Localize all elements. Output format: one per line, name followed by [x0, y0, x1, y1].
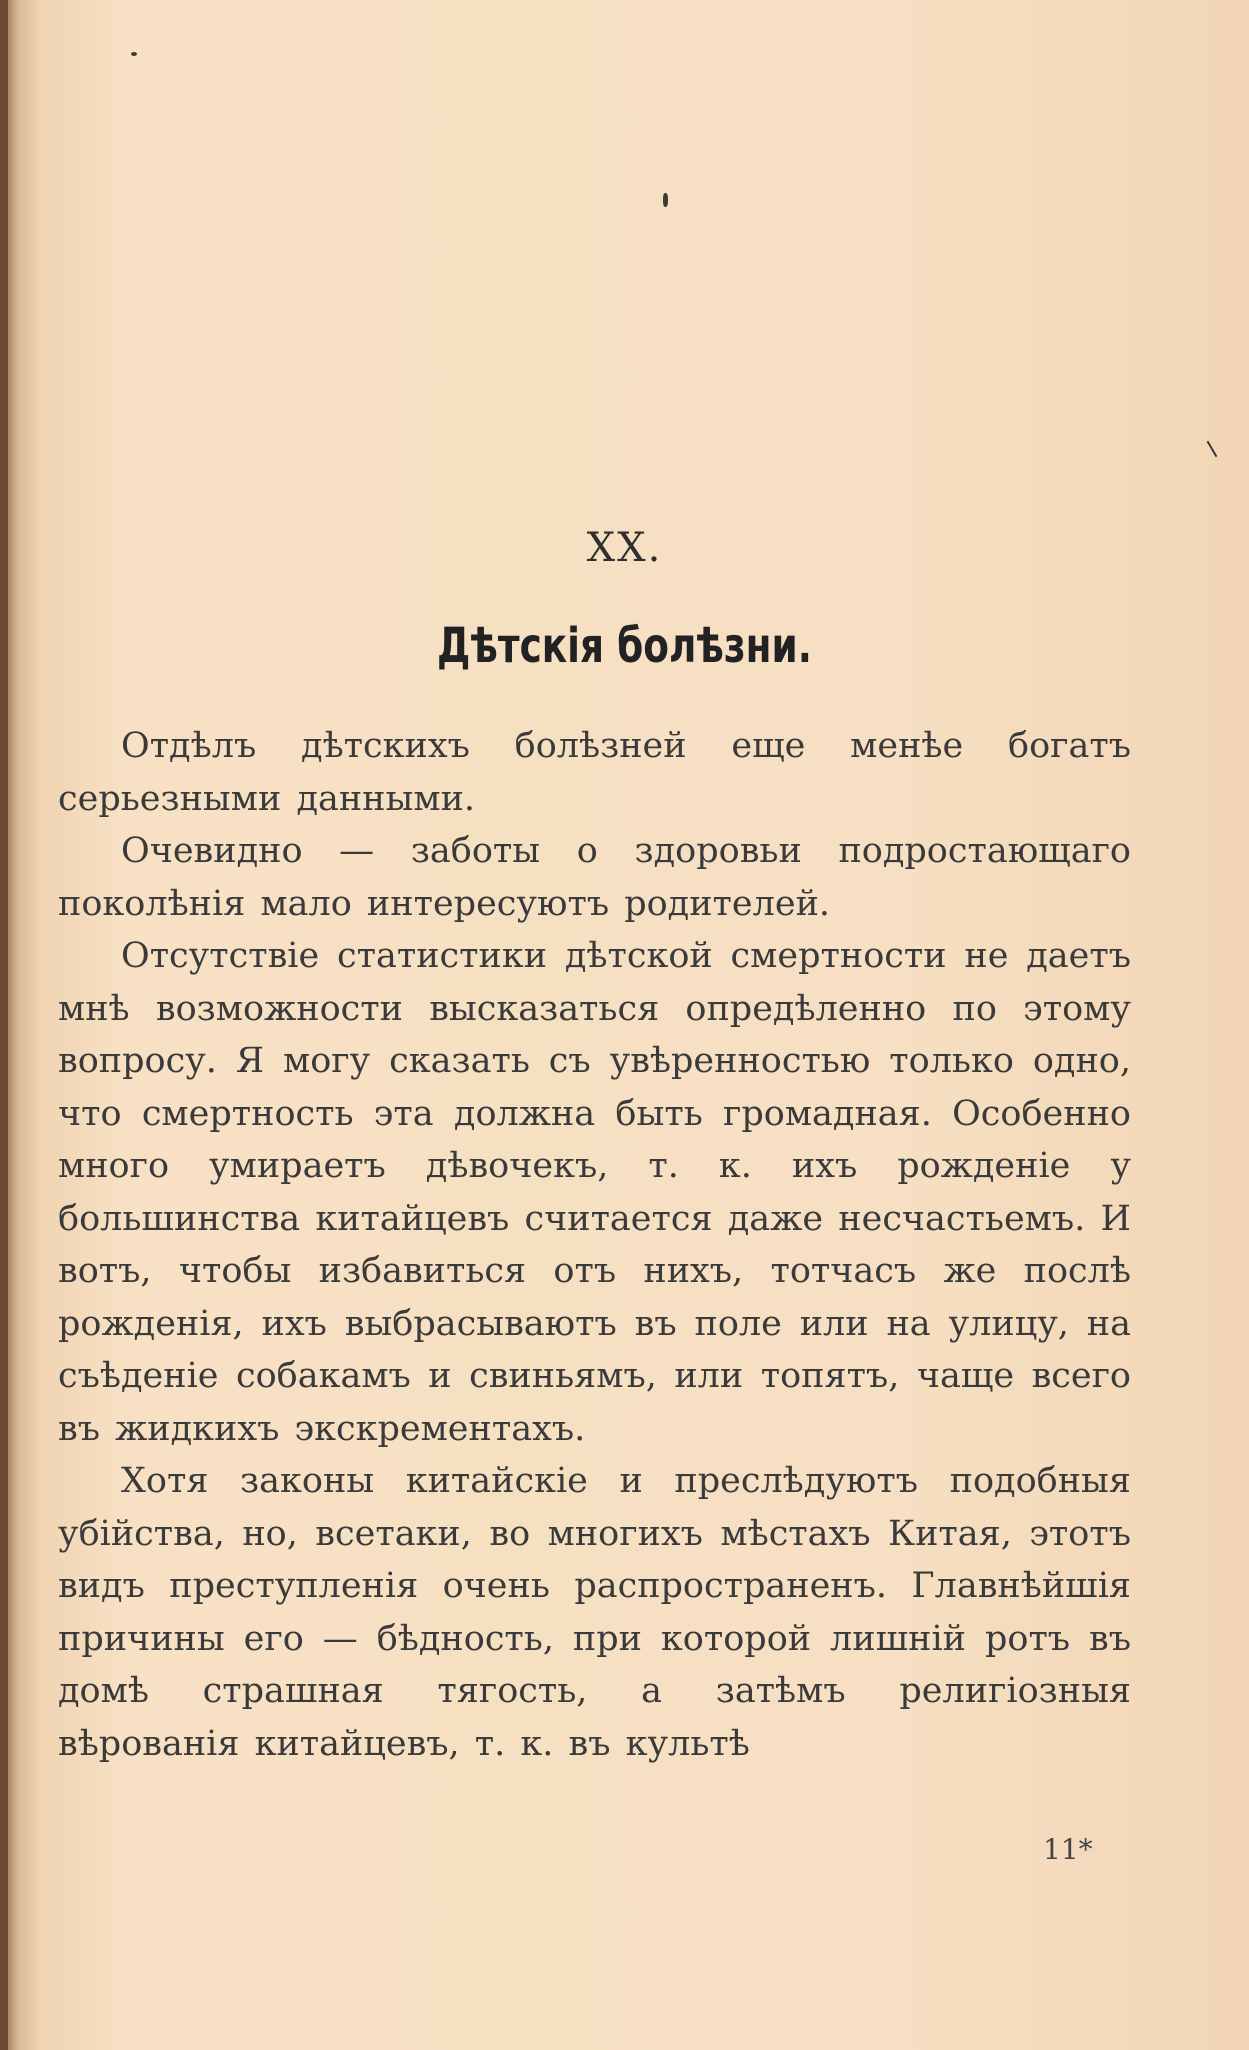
chapter-title: Дѣтскія болѣзни.: [436, 618, 813, 674]
body-text: [58, 720, 1131, 1770]
book-spine-shadow: [0, 0, 8, 2050]
paragraph: Отсутствіе статистики дѣтской смертности не даетъ мнѣ возможности высказаться опредѣленно по этому вопросу. Я могу сказать съ увѣренностью только одно, что смертность эта должна быть громадная. Особенно много умираетъ дѣвочекъ, т. к. ихъ рожденіе у большинства китайцевъ считается даже несчастьемъ. И вотъ, чтобы избавиться отъ нихъ, тотчасъ же послѣ рожденія, ихъ выбрасываютъ въ поле или на улицу, на съѣденіе собакамъ и свиньямъ, или топятъ, чаще всего въ жидкихъ экскрементахъ.: [58, 936, 1131, 1449]
paragraph: Отдѣлъ дѣтскихъ болѣзней еще менѣе богатъ серьезными данными.: [58, 726, 1131, 819]
paragraph: Хотя законы китайскіе и преслѣдуютъ подобныя убійства, но, всетаки, во многихъ мѣстахъ Китая, этотъ видъ преступленія очень распространенъ. Главнѣйшія причины его — бѣдность, при которой лишній ротъ въ домѣ страшная тягость, а затѣмъ религіозныя вѣрованія китайцевъ, т. к. въ культѣ: [58, 1461, 1131, 1764]
paragraph: Очевидно — заботы о здоровьи подростающаго поколѣнія мало интересуютъ родителей.: [58, 831, 1131, 924]
ink-speck: [663, 193, 668, 207]
chapter-number: XX.: [586, 525, 663, 571]
ink-speck: [1207, 441, 1218, 458]
ink-speck: [131, 52, 137, 56]
page-number: 11*: [1043, 1833, 1093, 1866]
